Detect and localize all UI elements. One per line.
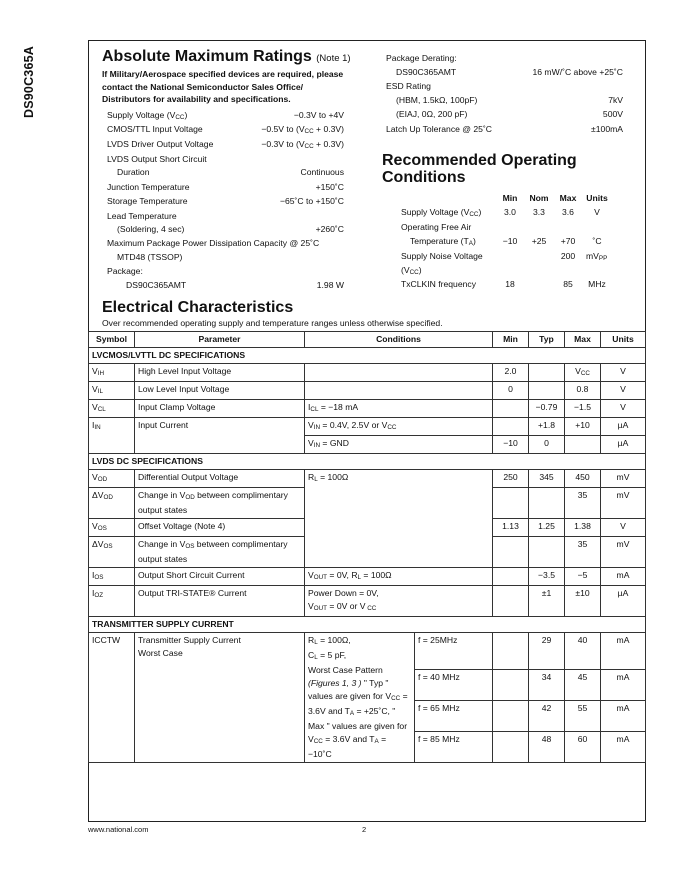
min-cell: [493, 568, 529, 586]
min-cell: [493, 701, 529, 732]
table-row: [89, 418, 646, 436]
units-cell: V: [601, 519, 646, 537]
roc-txclk-min: 18: [505, 279, 515, 289]
amr-row: Maximum Package Power Dissipation Capacity @ 25˚C: [107, 238, 320, 248]
pkg-derating-part: DS90C365AMT: [396, 67, 457, 77]
symbol-cell: $\Delta V_{OS}$: [89, 537, 135, 568]
min-cell: [493, 670, 529, 701]
units-cell: mA: [601, 633, 646, 670]
symbol-cell: $V_{IH}$: [89, 364, 135, 382]
symbol-cell: $V_{OS}$: [89, 519, 135, 537]
roc-noise-vcc: $(V_{CC})$: [401, 265, 422, 276]
section-lvcmos: LVCMOS/LVTTL DC SPECIFICATIONS: [89, 348, 646, 364]
typ-cell: 29: [529, 633, 565, 670]
typ-cell: [529, 382, 565, 400]
amr-value: 1.98 W: [316, 280, 344, 290]
param-cell: Output TRI-STATE® Current: [135, 586, 305, 617]
col-header-typ: Typ: [529, 332, 565, 348]
max-cell: 0.8: [565, 382, 601, 400]
symbol-cell: $\Delta V_{OD}$: [89, 488, 135, 519]
esd-eiaj-value: 500V: [602, 109, 623, 119]
max-cell: 60: [565, 732, 601, 763]
units-cell: µA: [601, 418, 646, 436]
freq-cell: f = 25MHz: [415, 633, 493, 670]
max-cell: −1.5: [565, 400, 601, 418]
electrical-characteristics-table: [88, 331, 646, 763]
freq-cell: f = 85 MHz: [415, 732, 493, 763]
table-row: [89, 568, 646, 586]
typ-cell: ±1: [529, 586, 565, 617]
roc-noise-label: Supply Noise Voltage: [401, 251, 483, 261]
freq-cell: f = 40 MHz: [415, 670, 493, 701]
amr-row: Supply Voltage $(V_{CC})$: [107, 110, 188, 121]
table-row: [89, 400, 646, 418]
units-cell: mV: [601, 488, 646, 519]
roc-noise-units: $mV_{PP}$: [586, 251, 608, 262]
table-row: [89, 364, 646, 382]
typ-cell: 1.25: [529, 519, 565, 537]
max-cell: $V_{CC}$: [565, 364, 601, 382]
amr-title: Absolute Maximum Ratings: [102, 48, 312, 65]
footer-website[interactable]: www.national.com: [88, 825, 149, 834]
amr-value: −0.3V to $(V_{CC} + 0.3V)$: [261, 139, 344, 150]
section-lvds: LVDS DC SPECIFICATIONS: [89, 454, 646, 470]
roc-header-max: Max: [559, 193, 577, 203]
esd-hbm-value: 7kV: [608, 95, 623, 105]
document-part-number: DS90C365A: [22, 46, 36, 118]
cond-cell: Power Down = 0V, $V_{OUT} = 0V$ or V $_{CC}$: [305, 586, 493, 617]
min-cell: [493, 633, 529, 670]
amr-value: −0.3V to +4V: [293, 110, 344, 120]
units-cell: mA: [601, 732, 646, 763]
param-cell: Transmitter Supply Current Worst Case: [135, 633, 305, 763]
col-header-units: Units: [601, 332, 646, 348]
cond-cell: $V_{IN}$ = GND: [305, 436, 493, 454]
roc-txclk-label: TxCLKIN frequency: [401, 279, 476, 289]
cond-cell: $V_{OUT} = 0V$, $R_L = 100\Omega$: [305, 568, 493, 586]
min-cell: [493, 732, 529, 763]
amr-value: −65˚C to +150˚C: [279, 196, 344, 206]
col-header-conditions: Conditions: [305, 332, 493, 348]
amr-row: CMOS/TTL Input Voltage: [107, 124, 203, 134]
typ-cell: [529, 364, 565, 382]
esd-eiaj: (EIAJ, 0Ω, 200 pF): [396, 109, 468, 119]
min-cell: 2.0: [493, 364, 529, 382]
table-row: [89, 382, 646, 400]
col-header-parameter: Parameter: [135, 332, 305, 348]
typ-cell: [529, 537, 565, 568]
param-cell: Input Clamp Voltage: [135, 400, 305, 418]
symbol-cell: $I_{IN}$: [89, 418, 135, 454]
amr-heading: [102, 48, 351, 66]
min-cell: [493, 488, 529, 519]
max-cell: 45: [565, 670, 601, 701]
symbol-cell: $V_{IL}$: [89, 382, 135, 400]
param-cell: High Level Input Voltage: [135, 364, 305, 382]
amr-row: MTD48 (TSSOP): [117, 252, 183, 262]
roc-txclk-units: MHz: [588, 279, 606, 289]
roc-header-units: Units: [586, 193, 608, 203]
latchup-label: Latch Up Tolerance @ 25˚C: [386, 124, 493, 134]
section-supply-current: TRANSMITTER SUPPLY CURRENT: [89, 617, 646, 633]
amr-row: Storage Temperature: [107, 196, 188, 206]
max-cell: 1.38: [565, 519, 601, 537]
roc-temp-label: Temperature $(T_A)$: [410, 236, 476, 247]
roc-header-nom: Nom: [529, 193, 549, 203]
table-row: [89, 633, 646, 670]
amr-row: LVDS Driver Output Voltage: [107, 139, 214, 149]
roc-title-line2: Conditions: [382, 169, 466, 186]
typ-cell: 34: [529, 670, 565, 701]
units-cell: V: [601, 400, 646, 418]
col-header-min: Min: [493, 332, 529, 348]
roc-temp-min: −10: [502, 236, 518, 246]
amr-value: −0.5V to $(V_{CC} + 0.3V)$: [261, 124, 344, 135]
symbol-cell: $I_{OS}$: [89, 568, 135, 586]
roc-txclk-max: 85: [563, 279, 573, 289]
max-cell: 35: [565, 537, 601, 568]
typ-cell: [529, 488, 565, 519]
max-cell: 40: [565, 633, 601, 670]
roc-temp-nom: +25: [531, 236, 547, 246]
roc-noise-max: 200: [560, 251, 576, 261]
roc-supply-nom: 3.3: [533, 207, 545, 217]
cond-cell: $R_L = 100\Omega$, $C_L = 5$ pF, Worst Case Pattern (Figures 1, 3 ) " Typ " values are given for $V_{CC} = 3.6V$ and $T_A$ = +25˚C, " Max " values are given for $V_{CC} = 3.6V$ and $T_A$ = −10˚C: [305, 633, 415, 763]
roc-ofa-label: Operating Free Air: [401, 222, 472, 232]
min-cell: [493, 418, 529, 436]
min-cell: [493, 400, 529, 418]
typ-cell: 0: [529, 436, 565, 454]
min-cell: 0: [493, 382, 529, 400]
param-cell: Differential Output Voltage: [135, 470, 305, 488]
amr-row: LVDS Output Short Circuit: [107, 154, 207, 164]
max-cell: 55: [565, 701, 601, 732]
typ-cell: 345: [529, 470, 565, 488]
min-cell: [493, 537, 529, 568]
amr-value: Continuous: [300, 167, 344, 177]
roc-header-min: Min: [502, 193, 518, 203]
esd-hbm: (HBM, 1.5kΩ, 100pF): [396, 95, 478, 105]
max-cell: 35: [565, 488, 601, 519]
symbol-cell: $V_{CL}$: [89, 400, 135, 418]
symbol-cell: $I_{OZ}$: [89, 586, 135, 617]
roc-supply-max: 3.6: [562, 207, 574, 217]
param-cell: Change in $V_{OD}$ between complimentary output states: [135, 488, 305, 519]
freq-cell: f = 65 MHz: [415, 701, 493, 732]
roc-supply-min: 3.0: [504, 207, 516, 217]
pkg-derating-value: 16 mW/˚C above +25˚C: [532, 67, 623, 77]
param-cell: Output Short Circuit Current: [135, 568, 305, 586]
param-cell: Low Level Input Voltage: [135, 382, 305, 400]
units-cell: V: [601, 364, 646, 382]
typ-cell: −3.5: [529, 568, 565, 586]
units-cell: mA: [601, 568, 646, 586]
col-header-max: Max: [565, 332, 601, 348]
amr-row: Duration: [117, 167, 150, 177]
typ-cell: 42: [529, 701, 565, 732]
units-cell: mA: [601, 670, 646, 701]
max-cell: [565, 436, 601, 454]
amr-note: (Note 1): [316, 53, 351, 64]
max-cell: −5: [565, 568, 601, 586]
min-cell: −10: [493, 436, 529, 454]
roc-temp-units: ˚C: [592, 236, 602, 246]
roc-supply-units: V: [594, 207, 600, 217]
latchup-value: ±100mA: [591, 124, 623, 134]
cond-cell: [305, 364, 493, 382]
typ-cell: +1.8: [529, 418, 565, 436]
cond-cell: [305, 382, 493, 400]
units-cell: µA: [601, 436, 646, 454]
table-header-row: [89, 332, 646, 348]
footer-page-number: 2: [362, 825, 367, 834]
typ-cell: 48: [529, 732, 565, 763]
min-cell: [493, 586, 529, 617]
units-cell: mA: [601, 701, 646, 732]
units-cell: V: [601, 382, 646, 400]
col-header-symbol: Symbol: [89, 332, 135, 348]
amr-row: Package:: [107, 266, 143, 276]
param-cell: Change in $V_{OS}$ between complimentary output states: [135, 537, 305, 568]
pkg-derating-label: Package Derating:: [386, 53, 457, 63]
table-row: [89, 586, 646, 617]
cond-cell: $R_L = 100\Omega$: [305, 470, 493, 568]
max-cell: 450: [565, 470, 601, 488]
roc-supply-label: Supply Voltage $(V_{CC})$: [401, 207, 482, 218]
typ-cell: −0.79: [529, 400, 565, 418]
symbol-cell: ICCTW: [89, 633, 135, 763]
roc-temp-max: +70: [560, 236, 576, 246]
min-cell: 250: [493, 470, 529, 488]
max-cell: ±10: [565, 586, 601, 617]
max-cell: +10: [565, 418, 601, 436]
units-cell: mV: [601, 537, 646, 568]
amr-value: +260˚C: [315, 224, 344, 234]
symbol-cell: $V_{OD}$: [89, 470, 135, 488]
units-cell: µA: [601, 586, 646, 617]
amr-row: DS90C365AMT: [126, 280, 187, 290]
ec-subtitle: Over recommended operating supply and temperature ranges unless otherwise specified.: [102, 318, 443, 328]
amr-row: (Soldering, 4 sec): [117, 224, 185, 234]
param-cell: Input Current: [135, 418, 305, 454]
amr-row: Lead Temperature: [107, 211, 177, 221]
roc-title-line1: Recommended Operating: [382, 152, 577, 169]
esd-label: ESD Rating: [386, 81, 431, 91]
units-cell: mV: [601, 470, 646, 488]
amr-row: Junction Temperature: [107, 182, 190, 192]
min-cell: 1.13: [493, 519, 529, 537]
table-row: [89, 470, 646, 488]
amr-warning: If Military/Aerospace specified devices are required, please contact the National Semiconductor Sales Office/ Distributors for availability and specifications.: [102, 69, 344, 104]
param-cell: Offset Voltage (Note 4): [135, 519, 305, 537]
amr-value: +150˚C: [315, 182, 344, 192]
cond-cell: $V_{IN} = 0.4V$, 2.5V or $V_{CC}$: [305, 418, 493, 436]
ec-title: Electrical Characteristics: [102, 299, 294, 316]
cond-cell: $I_{CL} = -18$ mA: [305, 400, 493, 418]
roc-heading: [382, 152, 577, 186]
